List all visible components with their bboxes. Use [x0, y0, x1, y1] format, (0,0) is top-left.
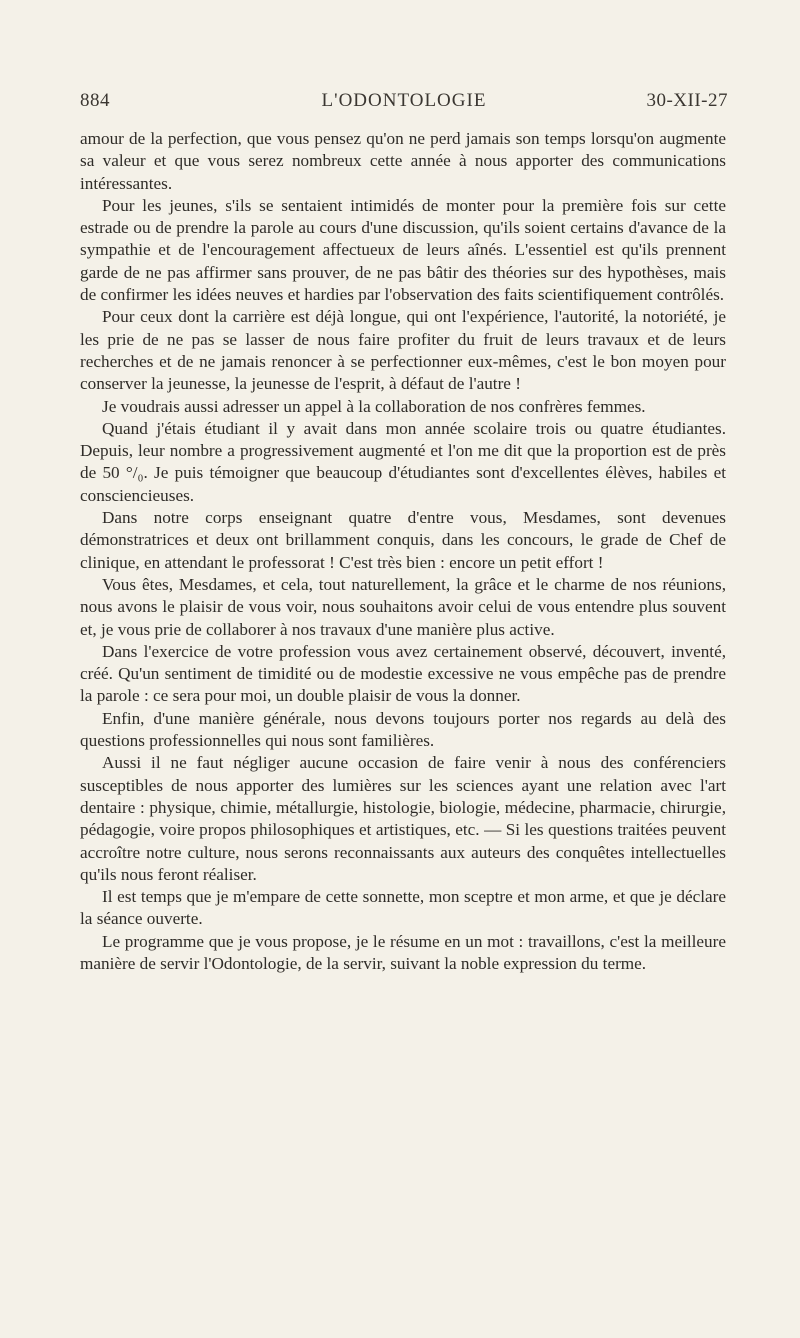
paragraph-student-years: Quand j'étais étudiant il y avait dans mon année scolaire trois ou quatre étudiantes. Depuis, leur nombre a progressivement augmenté et l'on me dit que la proportion est de près de 50 °/₀. Je puis témoigner que beaucoup d'étudiantes sont d'excellentes élèves, habiles et consciencieuses.: [80, 418, 726, 505]
paragraph-lecturers: Aussi il ne faut négliger aucune occasion de faire venir à nous des conférenciers susceptibles de nous apporter des lumières sur les sciences ayant une relation avec l'art dentaire : physique, chimie, métallurgie, histologie, biologie, médecine, pharmacie, chirurgie, pédagogie, voire propos philosophiques et artistiques, etc. — Si les questions traitées peuvent accroître notre culture, nous serons reconnaissants aux auteurs des conquêtes intellectuelles qu'ils nous feront réaliser.: [80, 753, 726, 884]
paragraph-grace-charm: Vous êtes, Mesdames, et cela, tout naturellement, la grâce et le charme de nos réunions, nous avons le plaisir de vous voir, nous souhaitons avoir celui de vous entendre plus souvent et, je vous prie de collaborer à nos travaux d'une manière plus active.: [80, 574, 726, 639]
paragraph-open-session: Il est temps que je m'empare de cette sonnette, mon sceptre et mon arme, et que je déclare la séance ouverte.: [80, 887, 726, 929]
paragraph-general: Enfin, d'une manière générale, nous devons toujours porter nos regards au delà des questions professionnelles qui nous sont familières.: [80, 708, 726, 751]
paragraph-continuation: amour de la perfection, que vous pensez qu'on ne perd jamais son temps lorsqu'on augmente sa valeur et que vous serez nombreux cette année à nous apporter des communications intéressantes.: [80, 129, 726, 193]
running-header: [80, 90, 728, 120]
page-number: 884: [80, 90, 110, 111]
paragraph-profession: Dans l'exercice de votre profession vous avez certainement observé, découvert, inventé, créé. Qu'un sentiment de timidité ou de modestie excessive ne vous empêche pas de prendre la parole : ce sera pour moi, un double plaisir de vous la donner.: [80, 641, 726, 706]
article-body: [80, 128, 726, 975]
paragraph-young-members: Pour les jeunes, s'ils se sentaient intimidés de monter pour la première fois sur cette estrade ou de prendre la parole au cours d'une discussion, qu'ils soient certains d'avance de la sympathie et de l'encouragement affectueux de leurs aînés. L'essentiel est qu'ils prennent garde de ne pas affirmer sans prouver, de ne pas bâtir des théories sur des hypothèses, mais de confirmer les idées neuves et hardies par l'observation des faits scientifiquement contrôlés.: [80, 195, 726, 305]
paragraph-senior-members: Pour ceux dont la carrière est déjà longue, qui ont l'expérience, l'autorité, la notoriété, je les prie de ne pas se lasser de nous faire profiter du fruit de leurs travaux et de leurs recherches et de ne jamais renoncer à se perfectionner eux-mêmes, c'est le bon moyen pour conserver la jeunesse, la jeunesse de l'esprit, à défaut de l'autre !: [80, 307, 726, 394]
paragraph-programme: Le programme que je vous propose, je le résume en un mot : travaillons, c'est la meilleure manière de servir l'Odontologie, de la servir, suivant la noble expression du terme.: [80, 931, 726, 973]
journal-title: L'ODONTOLOGIE: [321, 90, 487, 111]
paragraph-teaching-staff: Dans notre corps enseignant quatre d'entre vous, Mesdames, sont devenues démonstratrices et deux ont brillamment conquis, dans les concours, le grade de Chef de clinique, en attendant le professorat ! C'est très bien : encore un petit effort !: [80, 508, 726, 572]
issue-date: 30-XII-27: [646, 90, 728, 111]
paragraph-appeal-women: Je voudrais aussi adresser un appel à la collaboration de nos confrères femmes.: [102, 396, 646, 416]
